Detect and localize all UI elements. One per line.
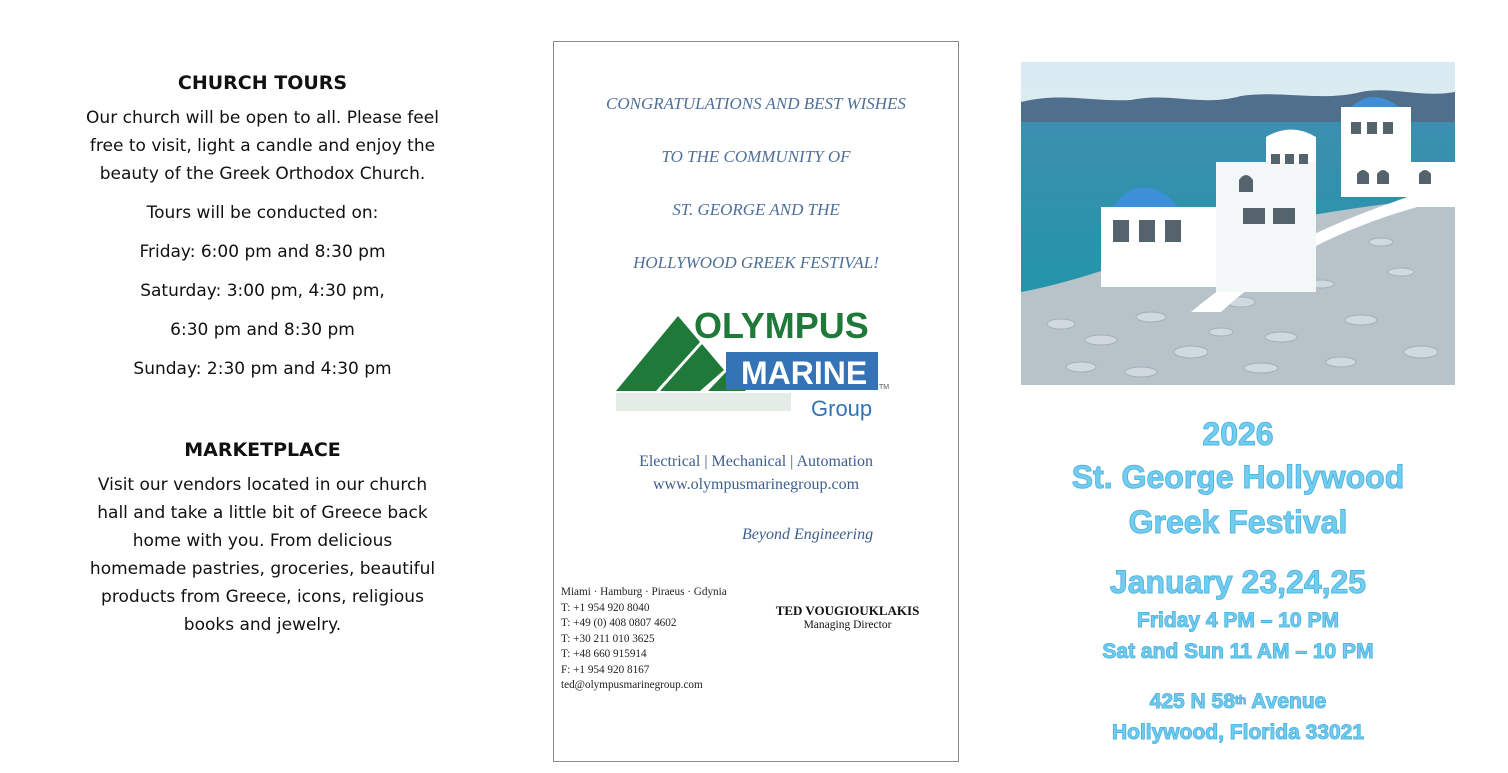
marketplace-line: books and jewelry. xyxy=(183,615,342,635)
tour-saturday-1: Saturday: 3:00 pm, 4:30 pm, xyxy=(140,281,385,301)
congrats-line: ST. GEORGE AND THE xyxy=(672,200,840,219)
logo-reflection xyxy=(616,393,791,411)
address-suffix: th xyxy=(1234,693,1247,707)
olympus-marine-logo xyxy=(616,296,890,426)
church-tours-title: CHURCH TOURS xyxy=(177,72,348,94)
house-right xyxy=(1341,107,1411,197)
greek-village-illustration xyxy=(1021,62,1455,385)
logo-tm: TM xyxy=(879,384,890,391)
left-column xyxy=(40,72,485,639)
contact-block xyxy=(561,585,727,694)
tour-friday: Friday: 6:00 pm and 8:30 pm xyxy=(139,242,386,262)
congrats-line: TO THE COMMUNITY OF xyxy=(661,147,851,166)
festival-hours-friday: Friday 4 PM – 10 PM xyxy=(1137,609,1339,632)
festival-year: 2026 xyxy=(1202,416,1274,452)
sponsor-ad xyxy=(553,41,959,762)
phone-line: T: +48 660 915914 xyxy=(561,648,647,660)
house-middle xyxy=(1216,162,1316,292)
church-tours-section xyxy=(40,72,485,383)
festival-name-line1: St. George Hollywood xyxy=(1071,459,1405,495)
tour-sunday: Sunday: 2:30 pm and 4:30 pm xyxy=(133,359,392,379)
congrats-line: HOLLYWOOD GREEK FESTIVAL! xyxy=(633,253,879,272)
house-left xyxy=(1101,207,1216,287)
marketplace-section xyxy=(40,439,485,639)
website-line: www.olympusmarinegroup.com xyxy=(652,476,860,493)
logo-marine: MARINE xyxy=(741,355,868,391)
festival-hours-weekend: Sat and Sun 11 AM – 10 PM xyxy=(1102,640,1374,663)
logo-group: Group xyxy=(811,396,873,421)
church-tours-intro-line: Our church will be open to all. Please feel xyxy=(86,108,439,128)
marketplace-line: home with you. From delicious xyxy=(132,531,393,551)
festival-name-line2: Greek Festival xyxy=(1128,504,1348,540)
address-street: Avenue xyxy=(1246,690,1327,713)
tour-saturday-2: 6:30 pm and 8:30 pm xyxy=(170,320,355,340)
phone-line: T: +49 (0) 408 0807 4602 xyxy=(561,617,677,629)
tour-schedule-intro: Tours will be conducted on: xyxy=(146,203,379,223)
marketplace-line: homemade pastries, groceries, beautiful xyxy=(89,559,436,579)
phone-line: T: +1 954 920 8040 xyxy=(561,601,650,614)
office-locations: Miami · Hamburg · Piraeus · Gdynia xyxy=(561,586,727,598)
marketplace-line: Visit our vendors located in our church xyxy=(97,475,428,495)
marketplace-line: products from Greece, icons, religious xyxy=(101,587,424,607)
marketplace-line: hall and take a little bit of Greece back xyxy=(97,503,428,523)
services-line: Electrical | Mechanical | Automation xyxy=(639,453,873,470)
church-tours-intro-line: beauty of the Greek Orthodox Church. xyxy=(99,164,426,184)
email-line: ted@olympusmarinegroup.com xyxy=(561,679,703,691)
congrats-line: CONGRATULATIONS AND BEST WISHES xyxy=(606,94,906,113)
festival-address xyxy=(1008,690,1468,714)
festival-dates: January 23,24,25 xyxy=(1109,564,1367,600)
fax-line: F: +1 954 920 8167 xyxy=(561,663,650,676)
marketplace-title: MARKETPLACE xyxy=(184,439,341,461)
church-tours-intro-line: free to visit, light a candle and enjoy the xyxy=(89,136,436,156)
contact-title: Managing Director xyxy=(803,619,892,631)
address-number: 425 N 58 xyxy=(1149,690,1235,713)
contact-name: TED VOUGIOUKLAKIS xyxy=(775,603,920,618)
contact-person xyxy=(770,603,925,631)
festival-city: Hollywood, Florida 33021 xyxy=(1111,721,1365,744)
slogan: Beyond Engineering xyxy=(742,526,874,543)
phone-line: T: +30 211 010 3625 xyxy=(561,632,655,645)
logo-olympus: OLYMPUS xyxy=(694,305,869,346)
